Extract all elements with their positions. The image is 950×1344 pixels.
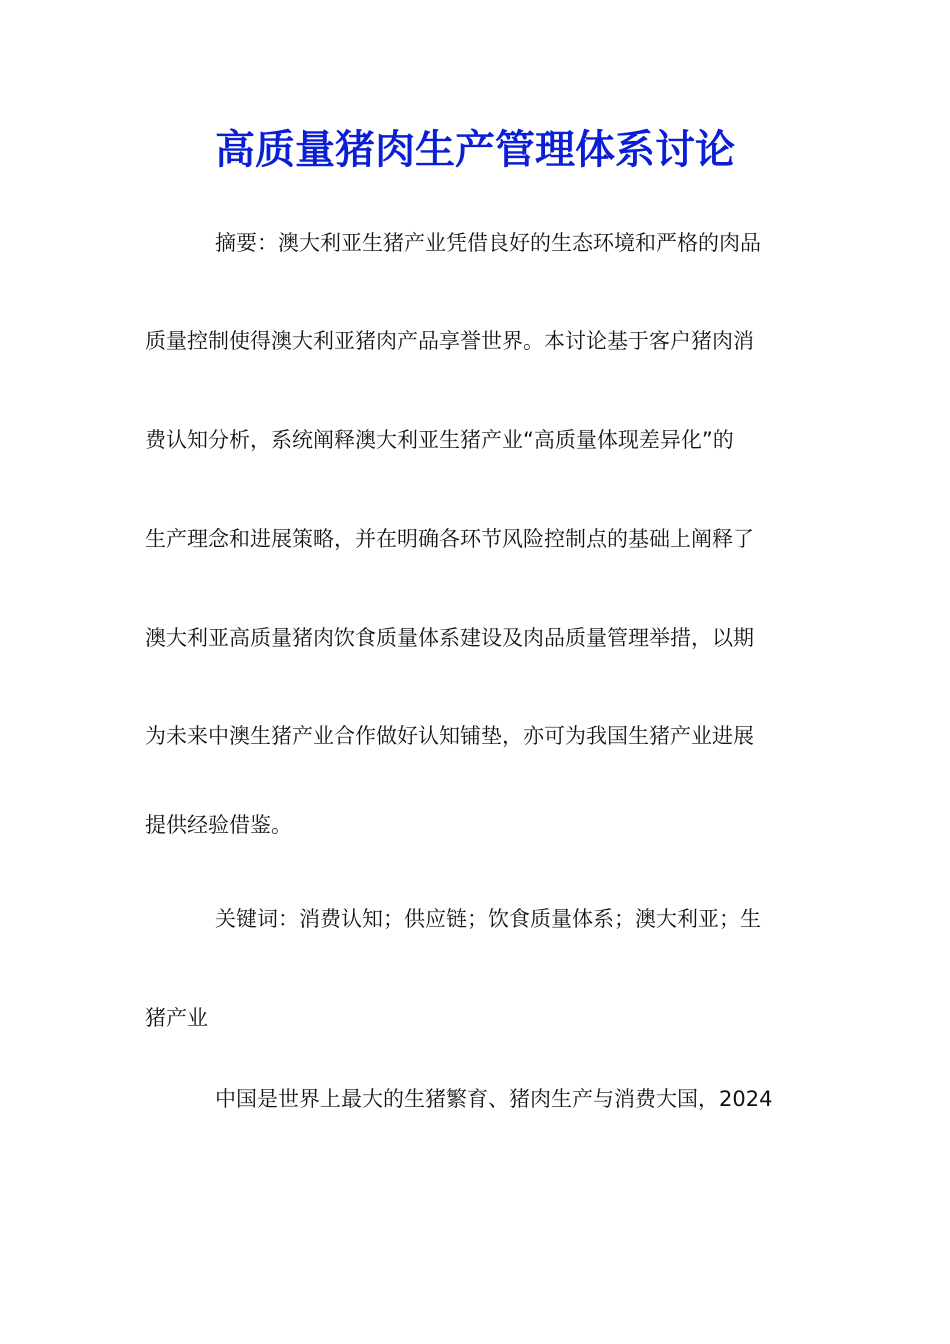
keywords-line-1: 关键词：消费认知；供应链；饮食质量体系；澳大利亚；生 bbox=[215, 907, 761, 931]
abstract-line-3: 费认知分析，系统阐释澳大利亚生猪产业“高质量体现差异化”的 bbox=[145, 428, 734, 452]
body-line-1: 中国是世界上最大的生猪繁育、猪肉生产与消费大国，2024 bbox=[215, 1087, 773, 1111]
abstract-line-2: 质量控制使得澳大利亚猪肉产品享誉世界。本讨论基于客户猪肉消 bbox=[145, 329, 754, 353]
abstract-line-1: 摘要：澳大利亚生猪产业凭借良好的生态环境和严格的肉品 bbox=[215, 231, 761, 255]
abstract-line-6: 为未来中澳生猪产业合作做好认知铺垫，亦可为我国生猪产业进展 bbox=[145, 724, 754, 748]
keywords-line-2: 猪产业 bbox=[145, 1006, 208, 1030]
abstract-line-4: 生产理念和进展策略，并在明确各环节风险控制点的基础上阐释了 bbox=[145, 527, 754, 551]
abstract-line-7: 提供经验借鉴。 bbox=[145, 813, 292, 837]
abstract-line-5: 澳大利亚高质量猪肉饮食质量体系建设及肉品质量管理举措，以期 bbox=[145, 626, 754, 650]
document-title: 高质量猪肉生产管理体系讨论 bbox=[215, 126, 735, 173]
